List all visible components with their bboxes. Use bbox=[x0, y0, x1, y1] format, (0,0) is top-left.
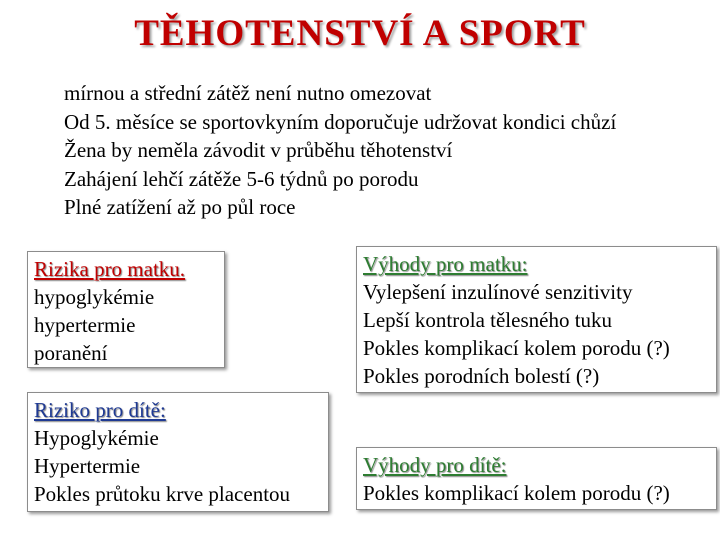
intro-list bbox=[64, 79, 616, 222]
intro-line: Od 5. měsíce se sportovkyním doporučuje udržovat kondici chůzí bbox=[64, 109, 617, 134]
child-risk-item: Hypertermie bbox=[34, 454, 141, 478]
mother-benefit-item: Vylepšení inzulínové senzitivity bbox=[363, 280, 633, 304]
child-benefits-heading: Výhody pro dítě: bbox=[363, 453, 507, 477]
child-benefits-box bbox=[356, 447, 717, 510]
mother-benefit-item: Pokles komplikací kolem porodu (?) bbox=[363, 336, 670, 360]
child-risks-box bbox=[27, 392, 329, 512]
child-risk-item: Pokles průtoku krve placentou bbox=[34, 482, 291, 506]
intro-line: Žena by neměla závodit v průběhu těhotenství bbox=[64, 138, 453, 163]
mother-benefits-box bbox=[356, 246, 717, 393]
mother-benefits-heading: Výhody pro matku: bbox=[363, 252, 528, 276]
page-title: TĚHOTENSTVÍ A SPORT bbox=[134, 13, 586, 54]
child-benefit-item: Pokles komplikací kolem porodu (?) bbox=[363, 481, 670, 505]
child-risks-heading: Riziko pro dítě: bbox=[34, 398, 166, 422]
mother-benefit-item: Pokles porodních bolestí (?) bbox=[363, 364, 600, 388]
intro-line: Zahájení lehčí zátěže 5-6 týdnů po porodu bbox=[64, 166, 419, 191]
mother-risk-item: poranění bbox=[34, 341, 108, 365]
intro-line: mírnou a střední zátěž není nutno omezovat bbox=[64, 81, 432, 105]
mother-risks-box bbox=[27, 251, 225, 368]
intro-line: Plné zatížení až po půl roce bbox=[64, 195, 296, 220]
mother-risks-heading: Rizika pro matku. bbox=[34, 257, 186, 281]
mother-risk-item: hypoglykémie bbox=[34, 285, 155, 309]
mother-risk-item: hypertermie bbox=[34, 313, 136, 337]
mother-benefit-item: Lepší kontrola tělesného tuku bbox=[363, 308, 613, 332]
child-risk-item: Hypoglykémie bbox=[34, 426, 159, 450]
